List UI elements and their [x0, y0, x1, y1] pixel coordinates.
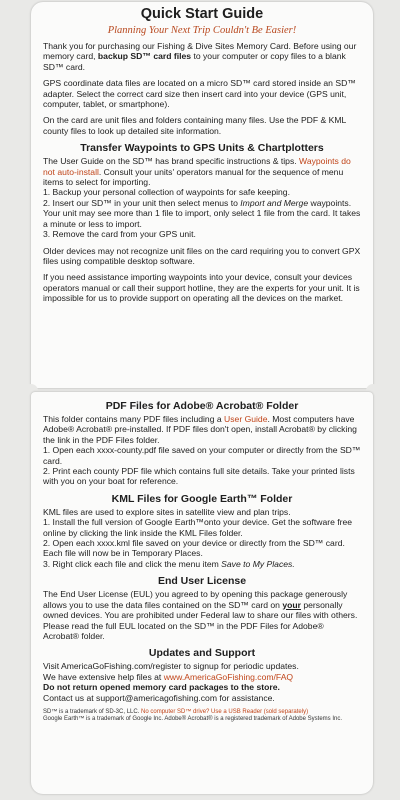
updates-heading: Updates and Support — [148, 647, 256, 660]
guide-tagline: Planning Your Next Trip Couldn't Be Easier! — [107, 25, 297, 36]
reference-card — [31, 392, 373, 794]
pdf-step-2: 2. Print each county PDF file which contains full site details. Take your printed lists with you on your boat for reference. — [43, 466, 355, 487]
transfer-heading: Transfer Waypoints to GPS Units & Chartplotters — [80, 142, 324, 155]
transfer-step-3: 3. Remove the card from your GPS unit. — [43, 229, 196, 240]
kml-step-1: 1. Install the full version of Google Earth™onto your device. Get the software free online by clicking the link inside the KML Files folder. — [43, 517, 353, 538]
updates-help: We have extensive help files at www.AmericaGoFishing.com/FAQ — [43, 671, 294, 682]
guide-title: Quick Start Guide — [140, 6, 264, 22]
assistance-paragraph: If you need assistance importing waypoints into your device, consult your devices operators manual or call their support hotline, they are the experts for your unit. It is impossible for us to provide support on operating all the devices on the market. — [43, 272, 360, 304]
quick-start-card — [31, 2, 373, 388]
transfer-paragraph: The User Guide on the SD™ has brand specific instructions & tips. Waypoints do not auto-install. Consult your units' operators manual for the sequence of menu items to select for importing. — [43, 156, 351, 188]
older-devices-paragraph: Older devices may not recognize unit files on the card requiring you to convert GPX files using compatible desktop software. — [43, 245, 361, 266]
kml-step-3: 3. Right click each file and click the menu item Save to My Places. — [43, 558, 295, 569]
eul-paragraph: The End User License (EUL) you agreed to by opening this package generously allows you to use the data files contained on the SD™ card on your personally owned devices. You are prohibited under Federal law to share our files with others. Please read the full EUL located on the SD™ in the PDF Files for Adobe® Acrobat® folder. — [43, 589, 358, 641]
kml-paragraph: KML files are used to explore sites in satellite view and plan trips. — [43, 506, 291, 517]
files-paragraph: On the card are unit files and folders containing many files. Use the PDF & KML county files to look up detailed site information. — [43, 115, 346, 136]
intro-paragraph: Thank you for purchasing our Fishing & Dive Sites Memory Card. Before using our memory card, backup SD™ card files to your computer or copy files to a blank SD™ card. — [43, 41, 357, 72]
kml-step-2: 2. Open each xxxx.kml file saved on your device or directly from the SD™ card. Each file will now be in Temporary Places. — [43, 538, 345, 559]
footer-line-1: SD™ is a trademark of SD-3C, LLC. No computer SD™ drive? Use a USB Reader (sold separately) — [43, 708, 309, 715]
footer-line-2: Google Earth™ is a trademark of Google Inc. Adobe® Acrobat® is a registered trademark of Adobe Systems Inc. — [43, 716, 342, 723]
faq-link[interactable]: www.AmericaGoFishing.com/FAQ — [163, 671, 294, 682]
transfer-step-1: 1. Backup your personal collection of waypoints for safe keeping. — [43, 187, 290, 198]
pdf-heading: PDF Files for Adobe® Acrobat® Folder — [105, 400, 299, 412]
kml-heading: KML Files for Google Earth™ Folder — [111, 492, 293, 505]
gps-paragraph: GPS coordinate data files are located on a micro SD™ card stored inside an SD™ adapter. Select the correct card size then insert card into your device (GPS unit, computer, tablet, or smartphone). — [43, 78, 356, 110]
pdf-step-1: 1. Open each xxxx-county.pdf file saved on your computer or directly from the SD™ card. — [43, 445, 361, 466]
updates-contact: Contact us at support@americagofishing.com for assistance. — [43, 692, 275, 703]
pdf-paragraph: This folder contains many PDF files including a User Guide. Most computers have Adobe® Acrobat® pre-installed. If PDF files don't open, install Acrobat® by clicking the link in the PDF Files folder. — [43, 414, 357, 445]
trademark-footer — [43, 709, 361, 724]
updates-register: Visit AmericaGoFishing.com/register to signup for periodic updates. — [43, 661, 299, 672]
transfer-step-2: 2. Insert our SD™ in your unit then select menus to Import and Merge waypoints. Your unit may see more than 1 file to import, only select 1 file from the card. It takes a minute or less to import. — [43, 197, 361, 229]
eul-heading: End User License — [157, 575, 247, 588]
updates-warning: Do not return opened memory card packages to the store. — [43, 682, 280, 693]
